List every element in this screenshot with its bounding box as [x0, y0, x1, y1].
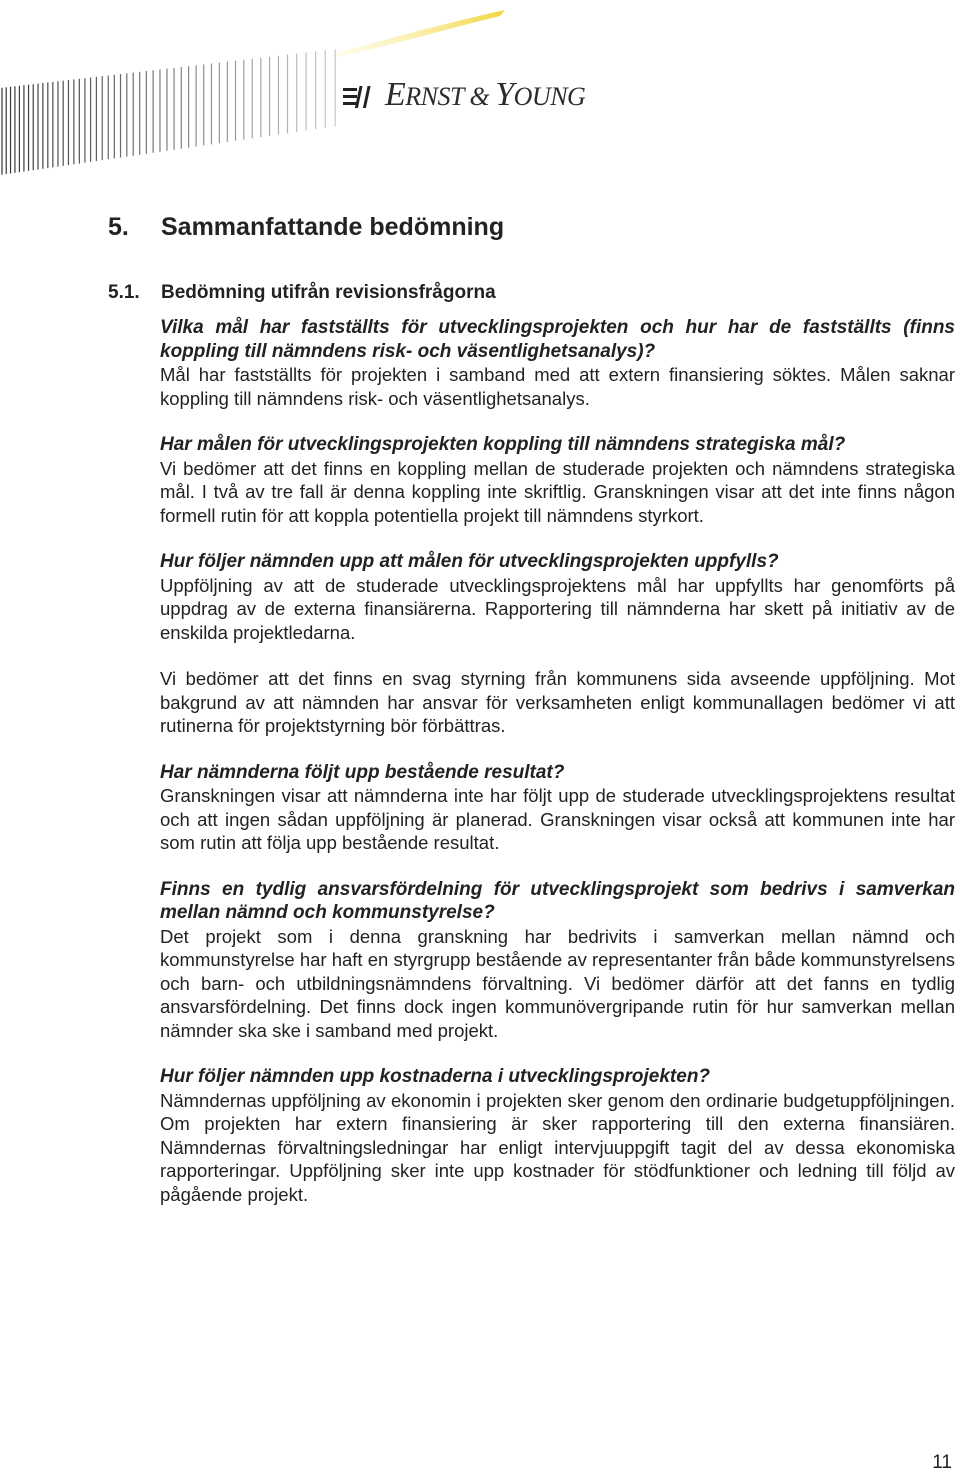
question-text: Har nämnderna följt upp bestående resultat? [160, 761, 565, 783]
question-text: Hur följer nämnden upp kostnaderna i utvecklingsprojekten? [160, 1066, 711, 1087]
answer-paragraph: Uppföljning av att de studerade utvecklingsprojektens mål har uppfyllts har genomförts på uppdrag av de externa finansiärerna. Rapportering till nämnderna har skett på initiativ av de enskilda projektledarna. [160, 574, 955, 643]
question-text: Har målen för utvecklingsprojekten koppling till nämndens strategiska mål? [160, 434, 846, 455]
section-heading [108, 213, 504, 242]
subsection-heading [108, 282, 496, 304]
answer-paragraph: Mål har fastställts för projekten i samband med att extern finansiering söktes. Målen saknar koppling till nämndens risk- och väsentlighetsanalys. [160, 364, 955, 409]
answer-paragraph: Nämndernas uppföljning av ekonomin i projekten sker genom den ordinarie budgetuppföljningen. Om projekten har extern finansiering är sker rapportering till den externa finansiären. Nämndernas förvaltningsledningar har enligt intervjuuppgift tagit del av dessa ekonomiska rapporteringar. Uppföljning sker inte upp kostnader för stödfunktioner och ledning till följd av pågående projekt. [160, 1089, 955, 1205]
assessment-content [160, 316, 955, 1229]
assessment-block [160, 550, 955, 738]
ernst-young-logo: ERNST & YOUNG [385, 76, 586, 113]
answer-paragraph: Vi bedömer att det finns en koppling mellan de studerade projekten och nämndens strategiska mål. I två av tre fall är denna koppling inte skriftlig. Granskningen visar att det inte finns någon formell rutin för att koppla potentiella projekt till nämndens styrkort. [160, 457, 955, 526]
question-text: Finns en tydlig ansvarsfördelning för utvecklingsprojekt som bedrivs i samverkan mellan nämnd och kommunstyrelse? [160, 878, 955, 923]
subsection-number: 5.1. [108, 282, 140, 303]
section-title: Sammanfattande bedömning [161, 213, 505, 241]
question-text: Hur följer nämnden upp att målen för utvecklingsprojekten uppfylls? [160, 551, 779, 572]
assessment-block [160, 761, 955, 855]
assessment-block [160, 433, 955, 527]
answer-paragraph: Det projekt som i denna granskning har bedrivits i samverkan mellan nämnd och kommunstyrelse har haft en styrgrupp bestående av representanter från både kommunstyrelsens och barn- och utbildningsnämndens förvaltning. Vi bedömer därför att det fanns en tydlig ansvarsfördelning. Det finns dock ingen kommunövergripande rutin för hur samverkan mellan nämnder ska ske i samband med projekt. [160, 925, 955, 1041]
subsection-title: Bedömning utifrån revisionsfrågorna [161, 282, 496, 303]
assessment-block [160, 1065, 955, 1206]
gold-swoosh [330, 10, 505, 58]
assessment-block [160, 878, 955, 1043]
question-text: Vilka mål har fastställts för utvecklingsprojekten och hur har de fastställts (finns koppling till nämndens risk- och väsentlighetsanalys)? [160, 317, 955, 362]
section-number: 5. [108, 213, 129, 241]
answer-paragraph: Vi bedömer att det finns en svag styrning från kommunens sida avseende uppföljning. Mot bakgrund av att nämnden har ansvar för verksamheten enligt kommunallagen bedömer vi att rutinerna för projektstyrning bör förbättras. [160, 668, 955, 736]
assessment-block [160, 316, 955, 410]
ey-logo-mark-icon [343, 84, 381, 110]
answer-paragraph: Granskningen visar att nämnderna inte har följt upp de studerade utvecklingsprojektens resultat och att ingen sådan uppföljning är planerad. Granskningen visar också att kommunen inte har som rutin att följa upp bestående resultat. [160, 785, 955, 853]
page-number: 11 [932, 1452, 952, 1473]
